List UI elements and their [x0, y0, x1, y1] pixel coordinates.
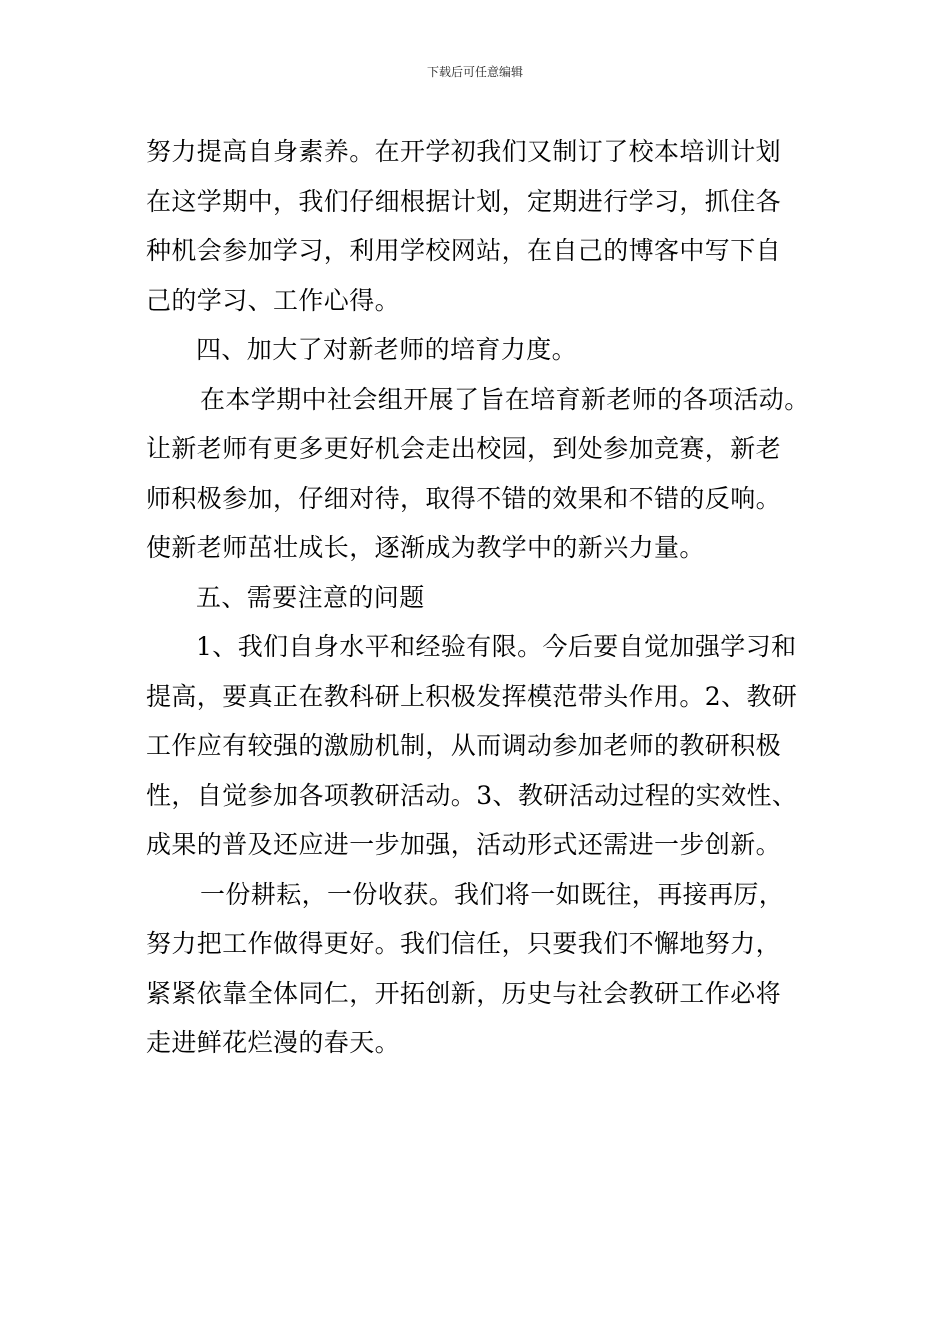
text-line: 成果的普及还应进一步加强，活动形式还需进一步创新。 [146, 830, 782, 859]
text-line: 师积极参加，仔细对待，取得不错的效果和不错的反响。 [146, 483, 782, 513]
section-heading: 五、需要注意的问题 [196, 582, 425, 612]
text-line: 努力把工作做得更好。我们信任，只要我们不懈地努力， [146, 929, 782, 958]
text-line: 努力提高自身素养。在开学初我们又制订了校本培训计划 [146, 137, 782, 166]
text-line: 提高，要真正在教科研上积极发挥模范带头作用。2、教研 [146, 681, 798, 711]
text-line: 在这学期中，我们仔细根据计划，定期进行学习，抓住各 [146, 186, 782, 216]
text-line: 一份耕耘，一份收获。我们将一如既往，再接再厉， [200, 879, 785, 909]
text-line: 在本学期中社会组开展了旨在培育新老师的各项活动。 [200, 384, 810, 414]
text-line: 使新老师茁壮成长，逐渐成为教学中的新兴力量。 [146, 533, 705, 562]
text-line: 1、我们自身水平和经验有限。今后要自觉加强学习和 [196, 632, 797, 661]
text-line: 己的学习、工作心得。 [146, 285, 401, 315]
text-line: 紧紧依靠全体同仁，开拓创新，历史与社会教研工作必将 [146, 978, 782, 1008]
section-heading: 四、加大了对新老师的培育力度。 [196, 335, 578, 364]
text-line: 种机会参加学习，利用学校网站，在自己的博客中写下自 [146, 236, 782, 265]
text-line: 让新老师有更多更好机会走出校园，到处参加竞赛，新老 [146, 434, 782, 463]
document-body [146, 127, 836, 1068]
page-header-note: 下载后可任意编辑 [426, 65, 523, 79]
text-line: 工作应有较强的激励机制，从而调动参加老师的教研积极 [146, 731, 782, 760]
text-line: 走进鲜花烂漫的春天。 [146, 1028, 401, 1057]
text-line: 性，自觉参加各项教研活动。3、教研活动过程的实效性、 [146, 780, 798, 810]
